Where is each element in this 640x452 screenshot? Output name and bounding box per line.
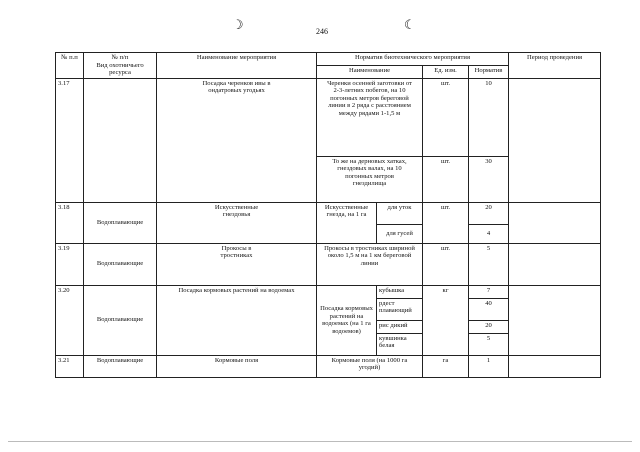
norm-name-cell: Прокосы в тростниках шириной около 1,5 м на 1 км береговой линии bbox=[317, 243, 423, 285]
table-row bbox=[56, 285, 601, 355]
table-row bbox=[56, 78, 601, 156]
header-resource-type: Вид охотничьего ресурса bbox=[96, 61, 144, 77]
resource-cell: Водоплавающие bbox=[84, 202, 157, 243]
header-resource bbox=[84, 53, 157, 79]
header-num: № п.п bbox=[56, 53, 84, 79]
resource-cell: Водоплавающие bbox=[84, 243, 157, 285]
activity-cell: Прокосы в тростниках bbox=[157, 243, 317, 285]
norm-sub-list bbox=[377, 285, 423, 355]
header-norm-group: Норматив биотехнического мероприятия bbox=[317, 53, 509, 66]
resource-cell: Водоплавающие bbox=[84, 355, 157, 377]
unit-cell: шт. bbox=[423, 78, 469, 156]
table-row bbox=[56, 355, 601, 377]
header-unit: Ед. изм. bbox=[423, 65, 469, 78]
crescent-mark-right-icon: ☾ bbox=[404, 18, 416, 33]
header-item-no: № п/п bbox=[111, 54, 129, 61]
row-num: 3.21 bbox=[56, 355, 84, 377]
row-num: 3.20 bbox=[56, 285, 84, 355]
unit-cell: шт. bbox=[423, 156, 469, 202]
row-num: 3.18 bbox=[56, 202, 84, 243]
header-norm: Норматив bbox=[469, 65, 509, 78]
plant-name: кубышка bbox=[377, 286, 422, 299]
norm-value: 40 bbox=[469, 298, 508, 320]
plant-subtable bbox=[377, 286, 422, 355]
period-cell bbox=[509, 355, 601, 377]
norm-value: 7 bbox=[469, 286, 508, 299]
unit-cell: кг bbox=[423, 285, 469, 355]
resource-cell: Водоплавающие bbox=[84, 285, 157, 355]
norm-sub-cell: для уток bbox=[377, 202, 423, 224]
norm-name-cell: Искусственные гнезда, на 1 га bbox=[317, 202, 377, 243]
page-bottom-rule bbox=[8, 441, 632, 442]
row-num: 3.17 bbox=[56, 78, 84, 202]
norm-name-cell: Кормовые поля (на 1000 га угодий) bbox=[317, 355, 423, 377]
unit-cell: га bbox=[423, 355, 469, 377]
period-cell bbox=[509, 243, 601, 285]
page-number: 246 bbox=[316, 27, 328, 36]
activity-cell: Посадка кормовых растений на водоемах bbox=[157, 285, 317, 355]
header-norm-name: Наименование bbox=[317, 65, 423, 78]
unit-cell: шт. bbox=[423, 243, 469, 285]
norm-cell: 20 bbox=[469, 202, 509, 224]
norm-cell: 30 bbox=[469, 156, 509, 202]
activity-cell: Посадка черенков ивы в ондатровых угодьях bbox=[157, 78, 317, 202]
norm-value: 20 bbox=[469, 320, 508, 333]
norm-cell: 4 bbox=[469, 224, 509, 243]
activity-cell: Искусственные гнездовья bbox=[157, 202, 317, 243]
table-row bbox=[56, 243, 601, 285]
table-row bbox=[56, 202, 601, 224]
norm-sub-cell: для гусей bbox=[377, 224, 423, 243]
norm-list bbox=[469, 285, 509, 355]
norm-cell: 5 bbox=[469, 243, 509, 285]
plant-name: кувшинка белая bbox=[379, 334, 407, 350]
period-cell bbox=[509, 78, 601, 202]
plant-name: рис дикий bbox=[377, 320, 422, 333]
norm-cell: 1 bbox=[469, 355, 509, 377]
resource-cell bbox=[84, 78, 157, 202]
crescent-mark-left-icon: ☽ bbox=[232, 18, 244, 33]
norm-subtable bbox=[469, 286, 508, 355]
period-cell bbox=[509, 285, 601, 355]
period-cell bbox=[509, 202, 601, 243]
activity-cell: Кормовые поля bbox=[157, 355, 317, 377]
norm-cell: 10 bbox=[469, 78, 509, 156]
norm-value: 5 bbox=[486, 334, 491, 342]
header-activity: Наименование мероприятия bbox=[157, 53, 317, 79]
unit-cell: шт. bbox=[423, 202, 469, 243]
norm-name-cell: То же на дерновых хатках, гнездовых валах, на 10 погонных метров гнездилища bbox=[317, 156, 423, 202]
header-row bbox=[56, 53, 601, 66]
biotechnical-measures-table bbox=[55, 52, 601, 378]
header-period: Период проведения bbox=[509, 53, 601, 79]
norm-name-cell: Посадка кормовых растений на водоемах (на 1 га водоемов) bbox=[317, 285, 377, 355]
row-num: 3.19 bbox=[56, 243, 84, 285]
norm-name-cell: Черенки осенней заготовки от 2-3-летних побегов, на 10 погонных метров береговой линии в 2 ряда с расстоянием между рядами 1-1,5 м bbox=[317, 78, 423, 156]
plant-name: рдест плавающий bbox=[377, 298, 422, 320]
